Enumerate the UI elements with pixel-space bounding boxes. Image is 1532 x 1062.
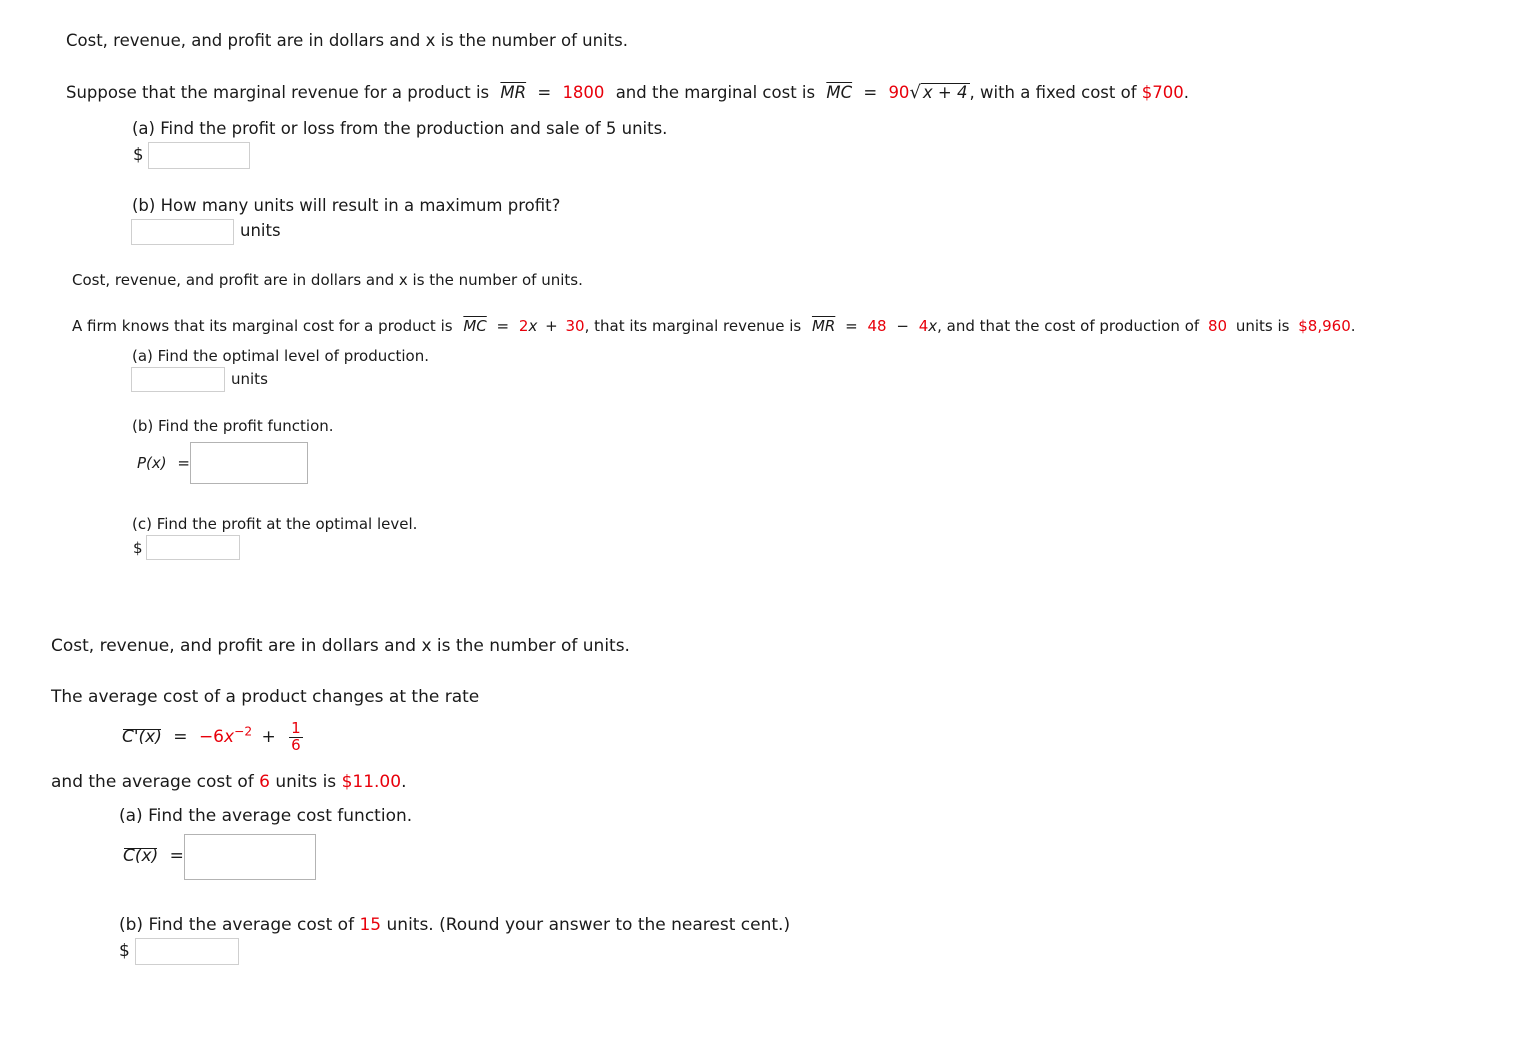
problem2-part-c: (c) Find the profit at the optimal level. <box>132 515 418 533</box>
problem2-part-a: (a) Find the optimal level of production. <box>132 347 430 365</box>
production-units-value: 80 <box>1207 317 1228 335</box>
dollar-sign: $ <box>133 145 144 164</box>
mr-symbol: $\overline{MR}$ <box>811 317 836 335</box>
problem3-rate-line: The average cost of a product changes at the rate <box>51 687 480 707</box>
avg-cost-value: $11.00 <box>341 772 402 792</box>
problem3-intro: Cost, revenue, and profit are in dollars and x is the number of units. <box>51 636 630 656</box>
mc-coefficient: 90 <box>888 83 910 102</box>
mc-symbol: $\overline{MC}$ <box>463 317 487 335</box>
mc-symbol: $\overline{MC}$ <box>826 83 853 102</box>
problem2-answer-c-input[interactable] <box>146 535 240 560</box>
cx-label: C(x) = <box>123 846 184 866</box>
dollar-sign: $ <box>119 941 130 961</box>
cprime-label: C'(x) <box>122 727 162 748</box>
problem1-answer-b-input[interactable] <box>131 219 234 245</box>
production-cost-value: $8,960 <box>1298 317 1351 335</box>
sqrt-sign: √ x + 4 <box>909 82 968 103</box>
units-label: units <box>231 370 268 388</box>
rate-equation: $C'(x) = -6x^{-2}$ + $\frac{1}{6}$ <box>122 719 301 754</box>
problem2-statement: A firm knows that its marginal cost for a product is $\overline{MC} = 2x + 30$, that its marginal revenue is $\overline{MR} = 48 - 4x$, and that the cost of production of 80 units is $8,960. <box>72 317 1356 335</box>
mr-symbol: $\overline{MR}$ <box>500 83 527 102</box>
problem1-intro: Cost, revenue, and profit are in dollars and x is the number of units. <box>66 31 628 50</box>
mr-value: 1800 <box>562 83 605 102</box>
avg-units-value: 6 <box>259 772 270 792</box>
problem1-part-a: (a) Find the profit or loss from the production and sale of 5 units. <box>132 119 668 138</box>
problem3-part-b: (b) Find the average cost of 15 units. (Round your answer to the nearest cent.) <box>119 915 791 935</box>
units-label: units <box>240 221 281 240</box>
problem3-part-a: (a) Find the average cost function. <box>119 806 413 826</box>
problem3-average-cost-line: and the average cost of 6 units is $11.00. <box>51 772 407 792</box>
problem2-answer-a-input[interactable] <box>131 367 225 392</box>
profit-function-label: P(x) = <box>137 454 190 472</box>
problem1-statement: Suppose that the marginal revenue for a product is $\overline{MR} = 1800$ and the marginal cost is $\overline{MC} = 90√$ x + 4 , with a fixed cost of $700. <box>66 82 1189 103</box>
problem2-part-b: (b) Find the profit function. <box>132 417 334 435</box>
average-cost-function-input[interactable] <box>184 834 316 880</box>
mc-radicand: x + 4 <box>922 83 968 102</box>
problem1-part-b: (b) How many units will result in a maximum profit? <box>132 196 561 215</box>
dollar-sign: $ <box>133 539 143 557</box>
fraction: $\frac{1}{6}$ <box>291 719 301 754</box>
profit-function-input[interactable] <box>190 442 308 484</box>
problem1-answer-a-input[interactable] <box>148 142 250 169</box>
problem2-intro: Cost, revenue, and profit are in dollars and x is the number of units. <box>72 271 583 289</box>
fixed-cost-value: $700 <box>1141 83 1184 102</box>
part-b-units-value: 15 <box>359 915 382 935</box>
problem3-answer-b-input[interactable] <box>135 938 239 965</box>
